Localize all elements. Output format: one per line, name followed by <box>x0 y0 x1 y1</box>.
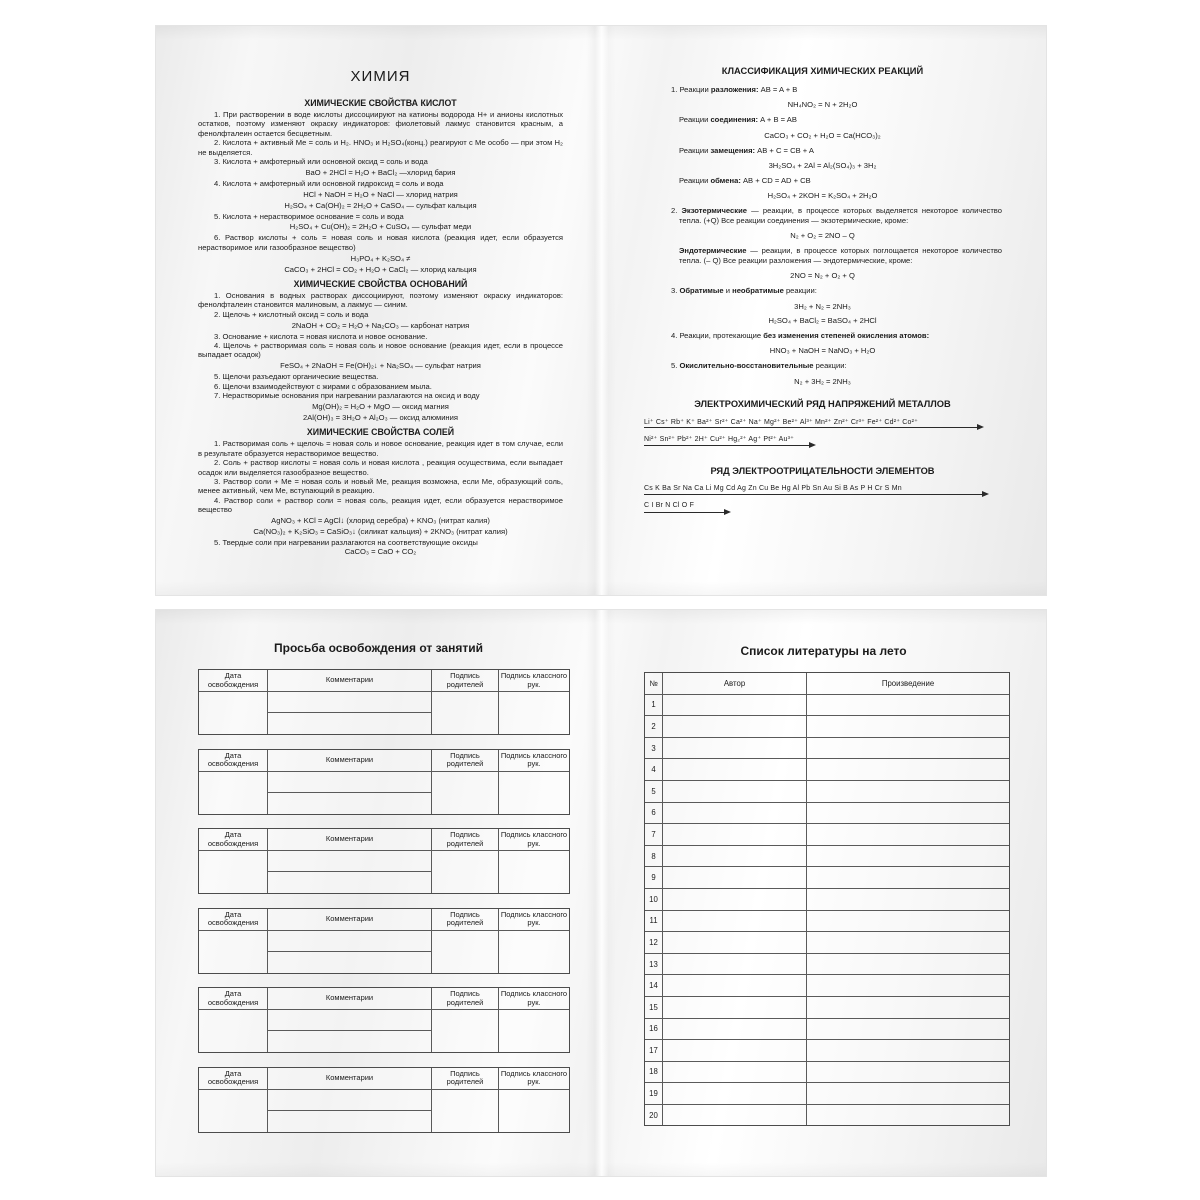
formula-line: CaCO₃ + 2HCl = CO₂ + H₂O + CaCl₂ — хлорид кальция <box>284 264 477 274</box>
author-cell <box>663 932 807 953</box>
element-series-row <box>644 502 1002 520</box>
bold-text: разложения: <box>710 85 759 94</box>
work-cell <box>807 997 1009 1018</box>
text: и <box>723 286 733 296</box>
absence-table <box>198 987 570 1053</box>
date-cell <box>199 1010 268 1052</box>
header-cell: Подпись классного рук. <box>500 671 568 689</box>
row-number: 3 <box>645 738 663 759</box>
row-number: 16 <box>645 1019 663 1040</box>
row-number: 1 <box>645 695 663 716</box>
text: — реакции, в процессе которых выделяется некоторое количество тепла. (+Q) Все реакции соединения — экзотермические, кроме: <box>679 206 1002 225</box>
work-cell <box>807 695 1009 716</box>
paragraph: 2. Кислота + активный Me = соль и H₂. HNO₃ и H₂SO₄(конц.) реагируют с Me особо — при этом H₂ не выделяется. <box>198 138 563 157</box>
header-cell: Произведение <box>881 678 935 688</box>
table-row <box>645 975 1009 997</box>
header-cell: Дата освобождения <box>199 1068 268 1089</box>
formula-line: BaO + 2HCl = H₂O + BaCl₂ —хлорид бария <box>305 167 456 177</box>
work-cell <box>807 846 1009 867</box>
work-cell <box>807 932 1009 953</box>
absence-table <box>198 828 570 894</box>
absence-table <box>198 669 570 735</box>
text: N₂ + 3H₂ = 2NH₃ <box>794 376 851 386</box>
comment-line <box>268 1090 431 1111</box>
parent-signature-cell <box>432 931 499 973</box>
work-cell <box>807 975 1009 996</box>
row-number: 10 <box>645 889 663 910</box>
text: N₂ + O₂ = 2NO – Q <box>790 231 855 241</box>
text: AB + C = CB + A <box>755 145 814 155</box>
text: — реакции, в процессе которых поглощается некоторое количество тепла. (– Q) Все реакции разложения — эндотермические, кроме: <box>679 246 1002 266</box>
element-series-row <box>644 485 1002 503</box>
parent-signature-cell <box>432 1010 499 1052</box>
comments-cell <box>268 692 432 734</box>
paragraph: 5. Щелочи разъедают органические вещества. <box>214 372 379 382</box>
date-cell <box>199 1090 268 1132</box>
comment-line <box>268 952 431 973</box>
date-cell <box>199 851 268 893</box>
comments-cell <box>268 772 432 814</box>
bold-text: без изменения степеней окисления атомов: <box>763 331 930 341</box>
formula-line: Ca(NO₃)₂ + K₂SiO₃ = CaSiO₃↓ (силикат кальция) + 2KNO₃ (нитрат калия) <box>253 526 508 536</box>
page-summer-reading-list <box>601 610 1046 1176</box>
table-body-row <box>199 692 569 734</box>
formula-line: 2Al(OH)₃ = 3H₂O + Al₂O₃ — оксид алюминия <box>303 412 458 422</box>
parent-signature-cell <box>432 851 499 893</box>
text: 1. Реакции <box>671 85 711 94</box>
series-text: Cs K Ba Sr Na Ca Li Mg Cd Ag Zn Cu Be Hg Al Pb Sn Au Si B As P H Cr S Mn <box>644 484 902 492</box>
formula-line <box>643 316 1002 325</box>
paragraph: 1. Основания в водных растворах диссоциируют, поэтому изменяют окраску индикаторов: фенолфталеин становится малиновым, а лакмус — синим. <box>198 291 563 310</box>
arrow-right-icon <box>644 445 809 446</box>
header-cell: Дата освобождения <box>199 829 268 850</box>
header-cell: Подпись классного рук. <box>500 750 568 768</box>
table-row <box>645 1083 1009 1105</box>
top-sheet <box>155 25 1047 596</box>
comment-line <box>268 1031 431 1052</box>
table-row <box>645 954 1009 976</box>
text: реакции: <box>813 361 847 371</box>
table-header-row <box>199 829 569 851</box>
table-header-row <box>199 750 569 772</box>
table-body-row <box>199 1090 569 1132</box>
text: HNO₃ + NaOH = NaNO₃ + H₂O <box>769 346 876 356</box>
series-text: Li⁺ Cs⁺ Rb⁺ K⁺ Ba²⁺ Sr²⁺ Ca²⁺ Na⁺ Mg²⁺ Be²⁺ Al³⁺ Mn²⁺ Zn²⁺ Cr³⁺ Fe²⁺ Cd²⁺ Co²⁺ <box>644 418 919 426</box>
paragraph: 7. Нерастворимые основания при нагревании разлагаются на оксид и воду <box>214 391 480 401</box>
header-cell: Дата освобождения <box>199 670 268 691</box>
header-cell: Подпись родителей <box>432 829 499 850</box>
formula-line <box>643 191 1002 200</box>
author-cell <box>663 867 807 888</box>
formula-line: CaCO₃ = CaO + CO₂ <box>344 547 417 557</box>
header-cell: Дата освобождения <box>199 750 268 771</box>
bold-text: Экзотермические <box>681 206 747 216</box>
formula-line: FeSO₄ + 2NaOH = Fe(OH)₂↓ + Na₂SO₄ — сульфат натрия <box>280 361 481 371</box>
work-cell <box>807 781 1009 802</box>
table-body-row <box>199 772 569 814</box>
header-cell: Дата освобождения <box>199 988 268 1009</box>
text: 3H₂SO₄ + 2Al = Al₂(SO₄)₃ + 3H₂ <box>768 160 877 170</box>
page-title: ХИМИЯ <box>350 68 411 85</box>
table-header-row <box>199 909 569 931</box>
comment-line <box>268 1111 431 1132</box>
bold-text: Окислительно-восстановительные <box>679 361 814 371</box>
comment-line <box>268 772 431 793</box>
bold-text: необратимые <box>732 286 784 296</box>
author-cell <box>663 1040 807 1061</box>
header-cell: Комментарии <box>268 988 432 1009</box>
page2-content <box>643 85 1002 520</box>
formula-line <box>643 302 1002 311</box>
work-cell <box>807 803 1009 824</box>
text: реакции: <box>783 286 817 296</box>
paragraph: 6. Щелочи взаимодействуют с жирами с образованием мыла. <box>214 381 432 391</box>
row-number: 7 <box>645 824 663 845</box>
table-row <box>645 867 1009 889</box>
comments-cell <box>268 931 432 973</box>
header-cell: Подпись родителей <box>432 1068 499 1089</box>
absence-table <box>198 1067 570 1133</box>
reaction-item <box>671 176 1002 186</box>
arrow-right-icon <box>644 494 982 495</box>
author-cell <box>663 695 807 716</box>
text: Реакции <box>679 145 711 155</box>
row-number: 5 <box>645 781 663 802</box>
paragraph: 4. Раствор соли + раствор соли = новая соль, реакция идет, если образуется нерастворимое вещество <box>198 495 563 515</box>
work-cell <box>807 867 1009 888</box>
reaction-item <box>671 146 1002 156</box>
work-cell <box>807 738 1009 759</box>
text: NH₄NO₂ = N + 2H₂O <box>787 100 858 110</box>
header-cell: Подпись родителей <box>432 750 499 771</box>
teacher-signature-cell <box>499 772 569 814</box>
parent-signature-cell <box>432 692 499 734</box>
paragraph: 4. Щелочь + растворимая соль = новая соль и новое основание (реакция идет, если в процессе выпадает осадок) <box>198 341 563 360</box>
work-cell <box>807 1083 1009 1104</box>
text: Реакции <box>679 115 711 125</box>
author-cell <box>663 911 807 932</box>
comment-line <box>268 713 431 734</box>
page4-content <box>601 672 1046 1126</box>
page-chemistry-properties <box>156 26 601 595</box>
row-number: 11 <box>645 911 663 932</box>
table-row <box>645 1019 1009 1041</box>
text: Реакции <box>679 175 711 185</box>
header-cell: Комментарии <box>268 750 432 771</box>
series-heading: ЭЛЕКТРОХИМИЧЕСКИЙ РЯД НАПРЯЖЕНИЙ МЕТАЛЛОВ <box>694 398 951 409</box>
comment-line <box>268 851 431 872</box>
paragraph: 3. Раствор соли + Me = новая соль и новый Me, реакция возможна, если Me, образующий соль, менее активный, чем Me, вступающий в реакцию. <box>198 476 563 496</box>
paragraph: 3. Основание + кислота = новая кислота и новое основание. <box>214 331 428 341</box>
row-number: 8 <box>645 846 663 867</box>
header-cell: Комментарии <box>268 909 432 930</box>
comment-line <box>268 872 431 893</box>
arrow-right-icon <box>644 427 977 428</box>
row-number: 17 <box>645 1040 663 1061</box>
author-cell <box>663 759 807 780</box>
reaction-item <box>671 206 1002 226</box>
author-cell <box>663 997 807 1018</box>
table-body-row <box>199 1010 569 1052</box>
text: 2. <box>671 206 682 216</box>
work-cell <box>807 1040 1009 1061</box>
author-cell <box>663 846 807 867</box>
row-number: 12 <box>645 932 663 953</box>
comments-cell <box>268 851 432 893</box>
table-header-row <box>199 1068 569 1090</box>
paragraph: 2. Соль + раствор кислоты = новая соль и новая кислота , реакция осуществима, если выпадает осадок или выделяется газообразное вещество. <box>198 458 563 477</box>
table-row <box>645 781 1009 803</box>
row-number: 15 <box>645 997 663 1018</box>
header-cell: № <box>645 673 663 694</box>
work-cell <box>807 1062 1009 1083</box>
work-cell <box>807 911 1009 932</box>
page-reaction-classification <box>601 26 1046 595</box>
comments-cell <box>268 1010 432 1052</box>
row-number: 9 <box>645 867 663 888</box>
paragraph: 1. При растворении в воде кислоты диссоциируют на катионы водорода H+ и анионы кислотных остатков, поэтому изменяют окраску индикаторов: фиолетовый лакмус становится красным, а фенолфталеин остается бесцветным. <box>198 110 563 138</box>
table-row <box>645 738 1009 760</box>
header-cell: Подпись классного рук. <box>500 830 568 848</box>
formula-line <box>643 346 1002 355</box>
author-cell <box>663 1062 807 1083</box>
paragraph: 4. Кислота + амфотерный или основной гидроксид = соль и вода <box>214 178 444 188</box>
work-cell <box>807 716 1009 737</box>
formula-line <box>643 377 1002 386</box>
comment-line <box>268 692 431 713</box>
table-row <box>645 1040 1009 1062</box>
row-number: 6 <box>645 803 663 824</box>
text: AB + CD = AD + CB <box>740 175 811 185</box>
text: 5. <box>671 361 680 371</box>
work-cell <box>807 759 1009 780</box>
header-cell: Подпись родителей <box>432 988 499 1009</box>
page-title: КЛАССИФИКАЦИЯ ХИМИЧЕСКИХ РЕАКЦИЙ <box>721 66 924 76</box>
table-body-row <box>199 931 569 973</box>
bold-text: Обратимые <box>679 286 724 296</box>
teacher-signature-cell <box>499 1010 569 1052</box>
comment-line <box>268 931 431 952</box>
table-row <box>645 889 1009 911</box>
text: H₂SO₄ + 2KOH = K₂SO₄ + 2H₂O <box>767 191 878 201</box>
header-cell: Подпись классного рук. <box>500 1068 568 1086</box>
bottom-sheet <box>155 609 1047 1177</box>
text: 3H₂ + N₂ = 2NH₃ <box>794 301 851 311</box>
row-number: 2 <box>645 716 663 737</box>
text: A + B = AB <box>758 115 797 125</box>
author-cell <box>663 803 807 824</box>
table-row <box>645 997 1009 1019</box>
reading-list-table <box>644 672 1010 1126</box>
absence-table <box>198 749 570 815</box>
header-cell: Дата освобождения <box>199 909 268 930</box>
date-cell <box>199 692 268 734</box>
table-row <box>645 695 1009 717</box>
work-cell <box>807 954 1009 975</box>
comments-cell <box>268 1090 432 1132</box>
page-title: Список литературы на лето <box>740 644 907 658</box>
work-cell <box>807 1019 1009 1040</box>
formula-line <box>643 231 1002 240</box>
bold-text: соединения: <box>710 115 759 125</box>
row-number: 19 <box>645 1083 663 1104</box>
series-text: C I Br N Cl O F <box>644 502 695 510</box>
header-cell: Комментарии <box>268 670 432 691</box>
work-cell <box>807 889 1009 910</box>
teacher-signature-cell <box>499 851 569 893</box>
date-cell <box>199 772 268 814</box>
table-body-row <box>199 851 569 893</box>
table-row <box>645 759 1009 781</box>
paragraph: 5. Кислота + нерастворимое основание = соль и вода <box>214 211 404 221</box>
formula-line <box>643 271 1002 280</box>
table-row <box>645 824 1009 846</box>
formula-line <box>643 100 1002 109</box>
text: AB = A + B <box>758 85 798 94</box>
row-number: 20 <box>645 1105 663 1126</box>
formula-line <box>643 161 1002 170</box>
author-cell <box>663 781 807 802</box>
element-series-row <box>644 418 1002 436</box>
text: 4. Реакции, протекающие <box>671 331 764 341</box>
reaction-item <box>671 246 1002 266</box>
author-cell <box>663 1019 807 1040</box>
arrow-right-icon <box>644 512 724 513</box>
table-row <box>645 1105 1009 1126</box>
teacher-signature-cell <box>499 1090 569 1132</box>
section-heading: ХИМИЧЕСКИЕ СВОЙСТВА КИСЛОТ <box>304 98 457 108</box>
paragraph: 3. Кислота + амфотерный или основной оксид = соль и вода <box>214 157 428 167</box>
paragraph: 1. Растворимая соль + щелочь = новая соль и новое основание, реакция идет в том случае, если в результате образуется нерастворимое вещество. <box>198 439 563 458</box>
header-cell: Подпись классного рук. <box>500 989 568 1007</box>
formula-line: Mg(OH)₂ = H₂O + MgO — оксид магния <box>312 401 449 411</box>
row-number: 13 <box>645 954 663 975</box>
author-cell <box>663 954 807 975</box>
table-row <box>645 911 1009 933</box>
author-cell <box>663 824 807 845</box>
row-number: 18 <box>645 1062 663 1083</box>
absence-table <box>198 908 570 974</box>
header-cell: Комментарии <box>268 829 432 850</box>
reaction-item <box>671 85 1002 95</box>
paragraph: 2. Щелочь + кислотный оксид = соль и вода <box>214 309 369 319</box>
page3-content <box>156 669 601 1133</box>
table-header-row <box>199 988 569 1010</box>
page-title: Просьба освобождения от занятий <box>274 641 483 655</box>
table-row <box>645 1062 1009 1084</box>
bold-text: обмена: <box>710 175 741 185</box>
date-cell <box>199 931 268 973</box>
section-heading: ХИМИЧЕСКИЕ СВОЙСТВА СОЛЕЙ <box>306 427 455 438</box>
parent-signature-cell <box>432 1090 499 1132</box>
table-row <box>645 846 1009 868</box>
work-cell <box>807 824 1009 845</box>
bold-text: Эндотермические <box>679 246 747 256</box>
element-series-row <box>644 435 1002 453</box>
paragraph: 5. Твердые соли при нагревании разлагаются на соответствующие оксиды <box>214 537 478 547</box>
text: 3. <box>671 286 680 296</box>
formula-line: HCl + NaOH = H₂O + NaCl — хлорид натрия <box>303 189 458 199</box>
formula-line <box>643 131 1002 140</box>
formula-line: H₂SO₄ + Cu(OH)₂ = 2H₂O + CuSO₄ — сульфат меди <box>289 222 472 232</box>
comment-line <box>268 1010 431 1031</box>
table-header-row <box>645 673 1009 695</box>
reaction-item <box>671 331 1002 341</box>
header-cell: Комментарии <box>268 1068 432 1089</box>
author-cell <box>663 975 807 996</box>
author-cell <box>663 738 807 759</box>
text: CaCO₃ + CO₂ + H₂O = Ca(HCO₃)₂ <box>764 130 881 140</box>
header-cell: Автор <box>663 673 807 694</box>
author-cell <box>663 1105 807 1126</box>
page1-content <box>198 98 563 557</box>
text: 2NO = N₂ + O₂ + Q <box>790 271 855 281</box>
table-row <box>645 716 1009 738</box>
table-header-row <box>199 670 569 692</box>
page-absence-requests <box>156 610 601 1176</box>
text: H₂SO₄ + BaCl₂ = BaSO₄ + 2HCl <box>768 316 877 326</box>
author-cell <box>663 1083 807 1104</box>
header-cell: Подпись родителей <box>432 670 499 691</box>
reaction-item <box>671 286 1002 296</box>
bold-text: замещения: <box>710 145 756 155</box>
table-row <box>645 932 1009 954</box>
row-number: 14 <box>645 975 663 996</box>
formula-line: H₂SO₄ + Ca(OH)₂ = 2H₂O + CaSO₄ — сульфат кальция <box>284 200 477 210</box>
section-heading: ХИМИЧЕСКИЕ СВОЙСТВА ОСНОВАНИЙ <box>293 279 468 289</box>
table-row <box>645 803 1009 825</box>
work-cell <box>807 1105 1009 1126</box>
series-heading: РЯД ЭЛЕКТРООТРИЦАТЕЛЬНОСТИ ЭЛЕМЕНТОВ <box>710 465 935 476</box>
teacher-signature-cell <box>499 692 569 734</box>
formula-line: 2NaOH + CO₂ = H₂O + Na₂CO₃ — карбонат натрия <box>291 320 470 330</box>
paragraph: 6. Раствор кислоты + соль = новая соль и новая кислота (реакция идет, если образуется нерастворимое или газообразное вещество) <box>198 233 563 252</box>
author-cell <box>663 716 807 737</box>
row-number: 4 <box>645 759 663 780</box>
header-cell: Подпись классного рук. <box>500 909 568 927</box>
formula-line: AgNO₃ + KCl = AgCl↓ (хлорид серебра) + KNO₃ (нитрат калия) <box>271 516 490 526</box>
series-text: Ni²⁺ Sn²⁺ Pb²⁺ 2H⁺ Cu²⁺ Hg₂²⁺ Ag⁺ Pt²⁺ Au³⁺ <box>644 436 794 444</box>
formula-line: H₃PO₄ + K₂SO₄ ≠ <box>350 253 411 263</box>
reaction-item <box>671 361 1002 371</box>
parent-signature-cell <box>432 772 499 814</box>
author-cell <box>663 889 807 910</box>
teacher-signature-cell <box>499 931 569 973</box>
comment-line <box>268 793 431 814</box>
reaction-item <box>671 115 1002 125</box>
header-cell: Подпись родителей <box>432 909 499 930</box>
